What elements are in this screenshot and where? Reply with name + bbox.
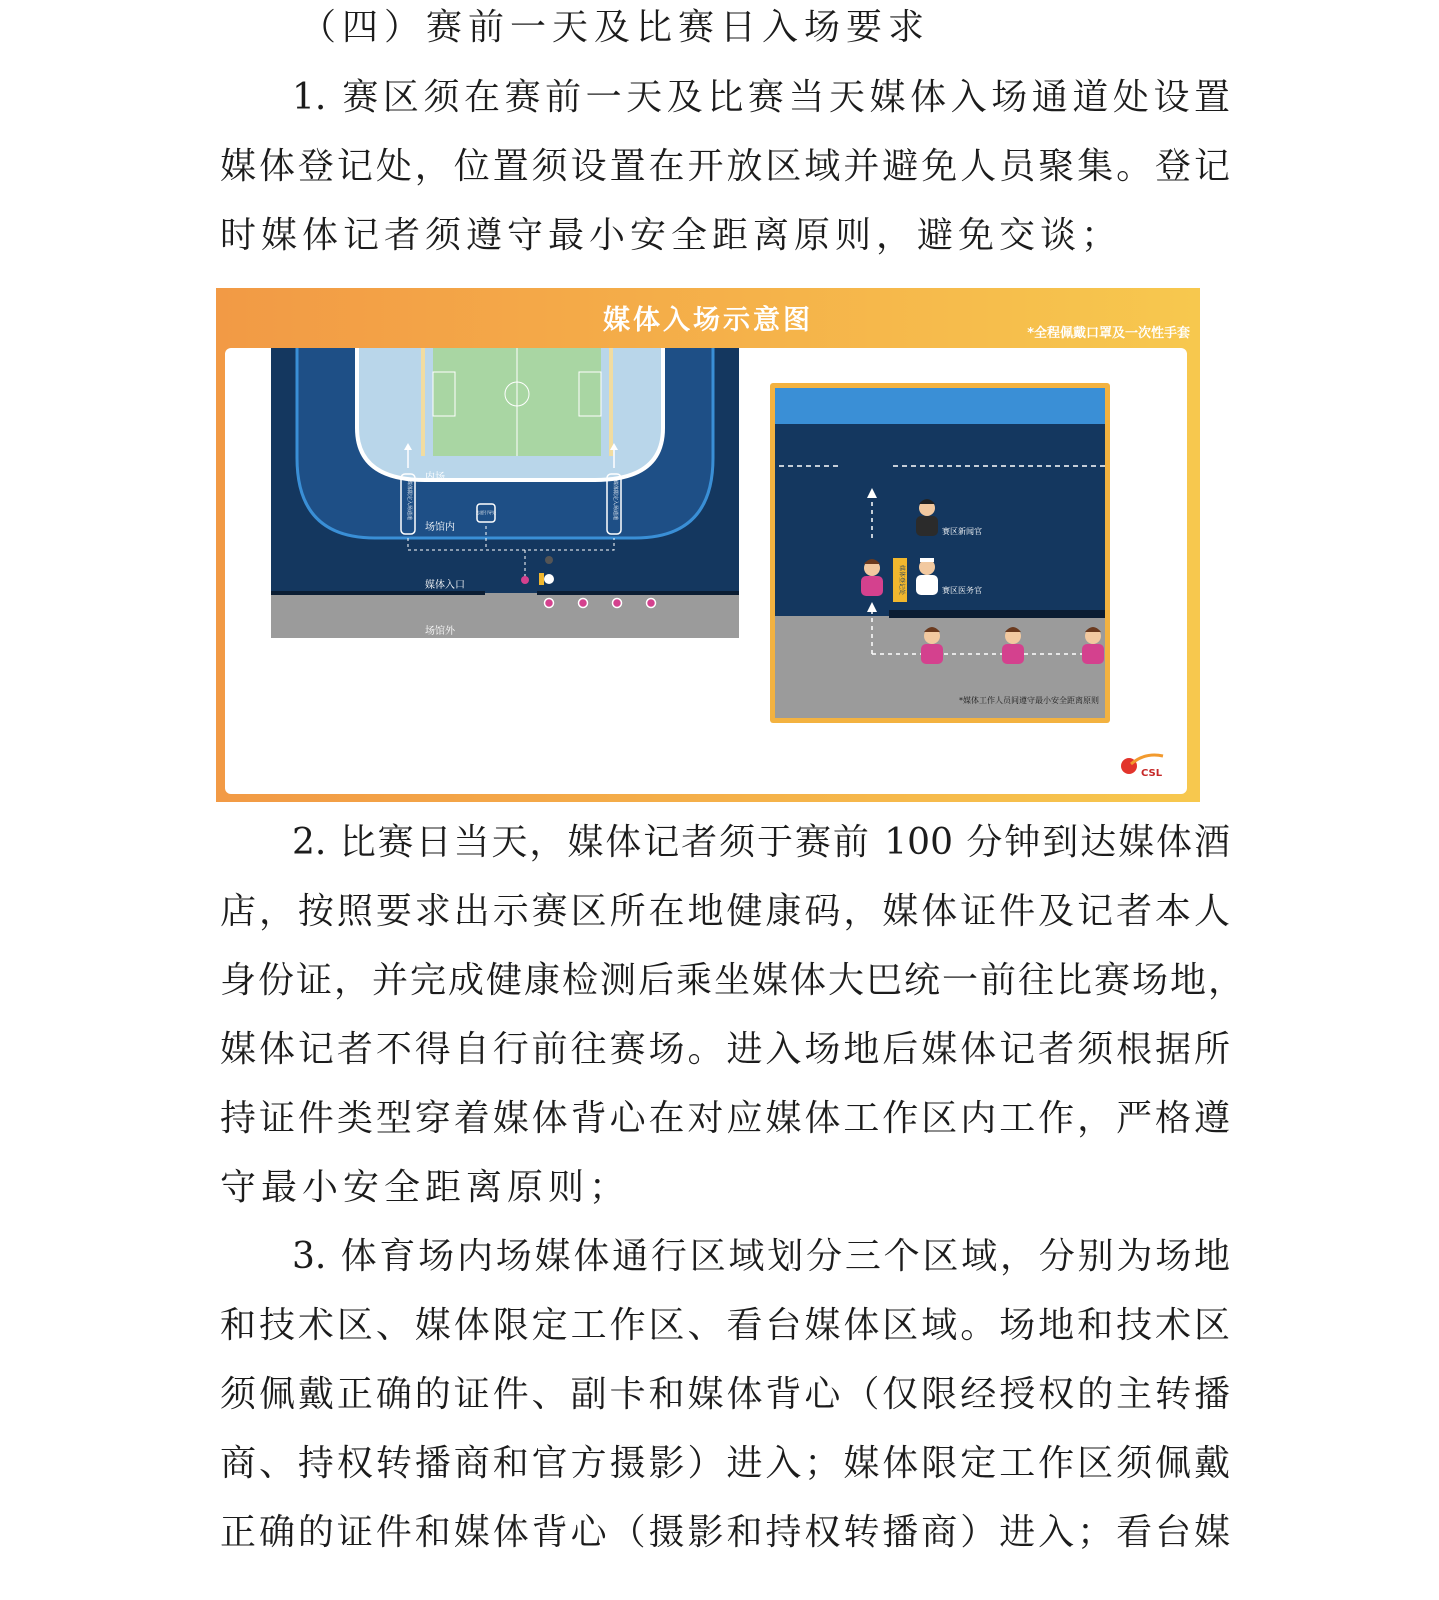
stadium-diagram xyxy=(271,348,739,638)
inner-field-label: 内场 xyxy=(425,472,445,483)
media-person-dot xyxy=(613,599,622,608)
lane-label-right: 媒体限定入场通道 xyxy=(612,479,618,521)
media-entrance-label: 媒体入口 xyxy=(425,580,465,591)
para3-line-3: 须佩戴正确的证件、副卡和媒体背心（仅限经授权的主转播 xyxy=(220,1374,1230,1415)
lane-label-left: 媒体限定入场通道 xyxy=(406,479,412,521)
para1-line-2: 媒体登记处，位置须设置在开放区域并避免人员聚集。登记 xyxy=(220,146,1230,187)
checkpoint-label: 志愿引导处 xyxy=(476,510,496,515)
wall-right xyxy=(537,591,739,595)
para2-line-6: 守最小安全距离原则； xyxy=(220,1167,631,1208)
stadium-inside-label: 场馆内 xyxy=(425,522,455,533)
para1-line-1: 1. 赛区须在赛前一天及比赛当天媒体入场通道处设置 xyxy=(292,77,1230,118)
press-officer-label: 赛区新闻官 xyxy=(942,527,982,536)
media-entry-figure xyxy=(216,288,1200,802)
para2-line-3: 身份证，并完成健康检测后乘坐媒体大巴统一前往比赛场地， xyxy=(220,960,1244,1001)
para2-line-1: 2. 比赛日当天，媒体记者须于赛前 100 分钟到达媒体酒 xyxy=(292,822,1230,863)
figure-title: 媒体入场示意图 xyxy=(603,305,813,336)
csl-logo-text: CSL xyxy=(1141,768,1163,779)
figure-note: *全程佩戴口罩及一次性手套 xyxy=(1027,326,1190,341)
para3-line-4: 商、持权转播商和官方摄影）进入；媒体限定工作区须佩戴 xyxy=(220,1443,1230,1484)
distance-note: *媒体工作人员间遵守最小安全距离原则 xyxy=(959,696,1099,705)
stadium-outside-label: 场馆外 xyxy=(425,626,455,637)
figure-panel xyxy=(225,348,1187,794)
media-person-dot xyxy=(647,599,656,608)
para2-line-5: 持证件类型穿着媒体背心在对应媒体工作区内工作，严格遵 xyxy=(220,1098,1230,1139)
section-heading: （四）赛前一天及比赛日入场要求 xyxy=(300,7,931,48)
para3-line-5: 正确的证件和媒体背心（摄影和持权转播商）进入；看台媒 xyxy=(220,1512,1230,1553)
outside-ground xyxy=(271,593,739,638)
para1-line-3: 时媒体记者须遵守最小安全距离原则，避免交谈； xyxy=(220,215,1123,256)
para2-line-4: 媒体记者不得自行前往赛场。进入场地后媒体记者须根据所 xyxy=(220,1029,1230,1070)
media-person-dot xyxy=(545,599,554,608)
media-person-dot xyxy=(579,599,588,608)
figure-diagram xyxy=(225,348,1187,794)
registration-desk-label: 媒体登记处 xyxy=(898,564,905,596)
medical-officer-label: 赛区医务官 xyxy=(942,586,982,595)
para3-line-1: 3. 体育场内场媒体通行区域划分三个区域，分别为场地 xyxy=(292,1236,1230,1277)
csl-logo xyxy=(1121,755,1163,779)
wall-left xyxy=(271,591,485,595)
para2-line-2: 店，按照要求出示赛区所在地健康码，媒体证件及记者本人 xyxy=(220,891,1230,932)
registration-diagram xyxy=(770,383,1110,723)
para3-line-2: 和技术区、媒体限定工作区、看台媒体区域。场地和技术区 xyxy=(220,1305,1230,1346)
